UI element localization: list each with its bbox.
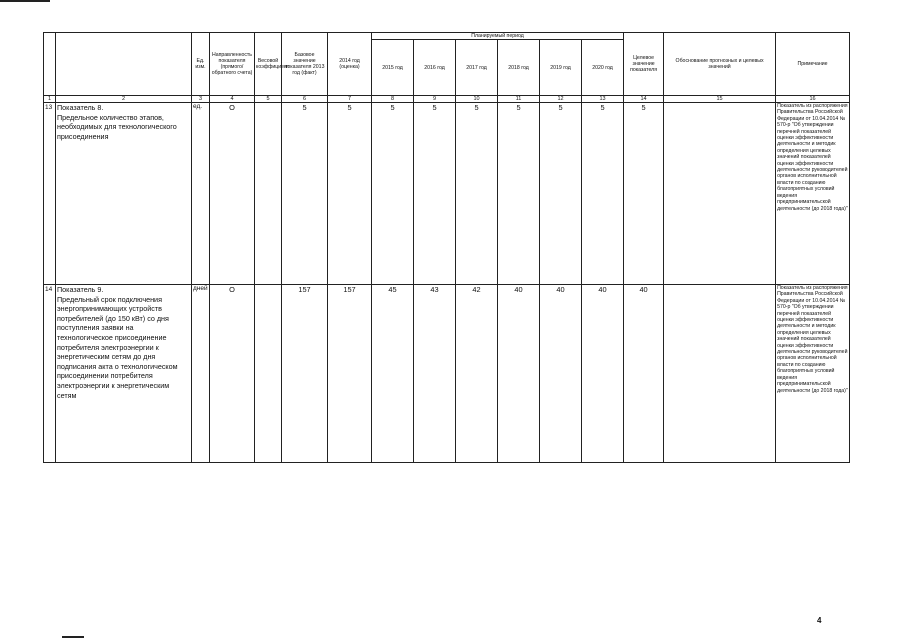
row-index: 14 xyxy=(44,285,56,463)
year-value-cell: 43 xyxy=(414,285,456,463)
year-value-cell: 5 xyxy=(582,103,624,285)
table-row-indicator-8 xyxy=(44,103,850,285)
year-value-cell: 5 xyxy=(540,103,582,285)
note-cell: Показатель из распоряжения Правительства Российской Федерации от 10.04.2014 № 570-р "Об утверждении перечней показателей оценки эффективности деятельности и методик определения целевых значений показателей оценки эффективности деятельности руководителей органов исполнительной власти по созданию благоприятных условий ведения предпринимательской деятельности (до 2018 года)" xyxy=(776,285,850,463)
year-value-cell: 40 xyxy=(540,285,582,463)
column-number: 16 xyxy=(776,96,850,103)
base-value-cell: 157 xyxy=(282,285,328,463)
header-year: 2016 год xyxy=(414,40,456,96)
header-weight: Весовой коэффициент xyxy=(255,33,282,96)
column-number: 4 xyxy=(210,96,255,103)
year-value-cell: 5 xyxy=(372,103,414,285)
column-number: 13 xyxy=(582,96,624,103)
year-value-cell: 5 xyxy=(498,103,540,285)
year-value-cell: 45 xyxy=(372,285,414,463)
page-number: 4 xyxy=(817,616,822,625)
target-value-cell: 5 xyxy=(624,103,664,285)
column-number: 12 xyxy=(540,96,582,103)
year-value-cell: 5 xyxy=(414,103,456,285)
column-number: 10 xyxy=(456,96,498,103)
weight-cell xyxy=(255,285,282,463)
note-cell: Показатель из распоряжения Правительства Российской Федерации от 10.04.2014 № 570-р "Об утверждении перечней показателей оценки эффективности деятельности и методик определения целевых значений показателей оценки эффективности деятельности руководителей органов исполнительной власти по созданию благоприятных условий ведения предпринимательской деятельности (до 2018 года)" xyxy=(776,103,850,285)
weight-cell xyxy=(255,103,282,285)
column-number: 1 xyxy=(44,96,56,103)
header-year: 2017 год xyxy=(456,40,498,96)
justification-cell xyxy=(664,285,776,463)
header-unit: Ед. изм. xyxy=(192,33,210,96)
scan-edge-mark-top xyxy=(0,0,50,2)
estimate-2014-cell: 5 xyxy=(328,103,372,285)
column-number: 11 xyxy=(498,96,540,103)
indicator-name: Показатель 8. Предельное количество этапов, необходимых для технологического присоединения xyxy=(56,103,192,285)
column-number: 3 xyxy=(192,96,210,103)
column-number: 6 xyxy=(282,96,328,103)
year-value-cell: 40 xyxy=(582,285,624,463)
unit-cell: дней xyxy=(192,285,210,463)
indicator-name: Показатель 9. Предельный срок подключения энергопринимающих устройств потребителей (до 150 кВт) со дня поступления заявки на технологическое присоединение потребителя электроэнергии к энергетическим сетям до дня подписания акта о технологическом присоединении потребителя электроэнергии к энергетическим сетям xyxy=(56,285,192,463)
header-year: 2015 год xyxy=(372,40,414,96)
column-number: 7 xyxy=(328,96,372,103)
column-number: 14 xyxy=(624,96,664,103)
header-year: 2018 год xyxy=(498,40,540,96)
column-number: 8 xyxy=(372,96,414,103)
table-row-indicator-9 xyxy=(44,285,850,463)
header-target: Целевое значение показателя xyxy=(624,33,664,96)
column-number-row xyxy=(44,96,850,103)
header-note: Примечание xyxy=(776,33,850,96)
indicators-table xyxy=(43,32,850,463)
direction-cell: О xyxy=(210,103,255,285)
header-base-value: Базовое значение показателя 2013 год (факт) xyxy=(282,33,328,96)
header-col2 xyxy=(56,33,192,96)
year-value-cell: 40 xyxy=(498,285,540,463)
header-col1 xyxy=(44,33,56,96)
direction-cell: О xyxy=(210,285,255,463)
header-direction: Направленность показателя (прямого/обратного счета) xyxy=(210,33,255,96)
justification-cell xyxy=(664,103,776,285)
header-planned-period: Планируемый период xyxy=(372,33,624,40)
header-2014-estimate: 2014 год (оценка) xyxy=(328,33,372,96)
header-year: 2020 год xyxy=(582,40,624,96)
column-number: 5 xyxy=(255,96,282,103)
target-value-cell: 40 xyxy=(624,285,664,463)
column-number: 15 xyxy=(664,96,776,103)
unit-cell: ед. xyxy=(192,103,210,285)
base-value-cell: 5 xyxy=(282,103,328,285)
column-number: 2 xyxy=(56,96,192,103)
scan-edge-mark-bottom xyxy=(62,636,84,638)
year-value-cell: 5 xyxy=(456,103,498,285)
estimate-2014-cell: 157 xyxy=(328,285,372,463)
column-number: 9 xyxy=(414,96,456,103)
header-year: 2019 год xyxy=(540,40,582,96)
row-index: 13 xyxy=(44,103,56,285)
year-value-cell: 42 xyxy=(456,285,498,463)
header-justification: Обоснование прогнозных и целевых значений xyxy=(664,33,776,96)
